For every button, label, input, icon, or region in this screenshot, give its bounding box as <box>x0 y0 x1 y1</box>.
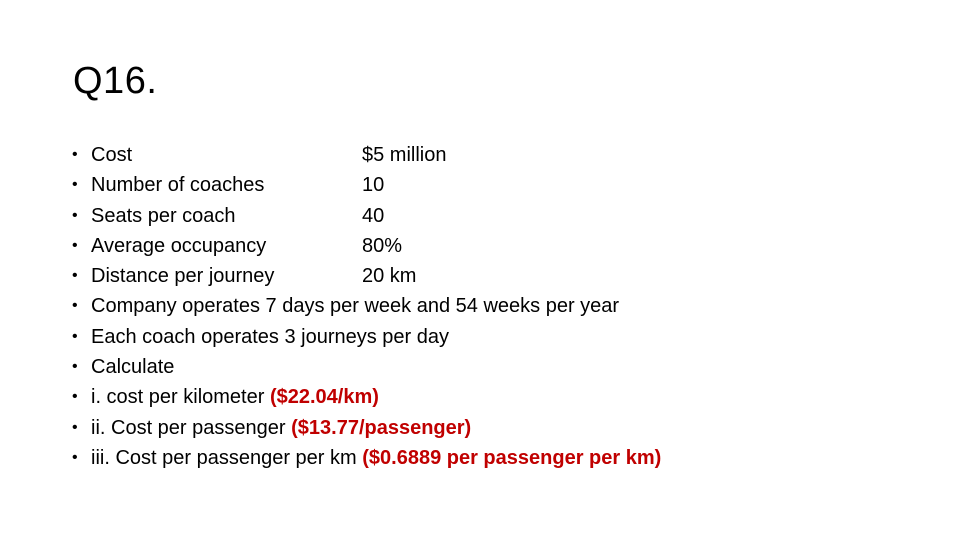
bullet-text: Company operates 7 days per week and 54 weeks per year <box>91 295 620 318</box>
bullet-value: $5 million <box>362 144 447 166</box>
bullet-text-wrapper <box>91 382 379 412</box>
bullet-dot-icon: • <box>72 146 78 163</box>
slide-title: Q16. <box>73 60 158 102</box>
bullet-value: 10 <box>362 174 385 197</box>
bullet-label: Cost <box>91 144 133 166</box>
bullet-dot-icon: • <box>72 236 78 254</box>
bullet-label: Seats per coach <box>91 204 236 227</box>
bullet-value: 40 <box>362 204 385 227</box>
bullet-text: ii. Cost per passenger <box>91 416 292 439</box>
answer-text: ($13.77/passenger) <box>291 416 472 439</box>
bullet-dot-icon: • <box>72 176 78 194</box>
bullet-label: Number of coaches <box>91 174 265 197</box>
bullet-label: Average occupancy <box>91 234 267 257</box>
answer-text: ($22.04/km) <box>269 386 379 409</box>
bullet-dot-icon: • <box>72 418 78 436</box>
bullet-dot-icon: • <box>72 388 78 406</box>
bullet-dot-icon: • <box>72 297 78 315</box>
bullet-dot-icon: • <box>72 206 78 224</box>
bullet-dot-icon: • <box>72 327 78 345</box>
bullet-dot-icon: • <box>72 267 78 285</box>
bullet-text-wrapper <box>91 413 471 443</box>
bullet-value: 80% <box>362 234 403 257</box>
bullet-text: Each coach operates 3 journeys per day <box>91 325 449 348</box>
bullet-label: Distance per journey <box>91 265 275 288</box>
bullet-text: iii. Cost per passenger per km <box>91 446 363 469</box>
bullet-text-wrapper <box>91 443 661 473</box>
bullet-dot-icon: • <box>72 358 78 376</box>
bullet-text: i. cost per kilometer <box>91 386 270 409</box>
bullet-dot-icon: • <box>72 448 78 466</box>
bullet-value: 20 km <box>362 265 417 288</box>
answer-text: ($0.6889 per passenger per km) <box>362 446 662 469</box>
bullet-text: Calculate <box>91 356 175 379</box>
